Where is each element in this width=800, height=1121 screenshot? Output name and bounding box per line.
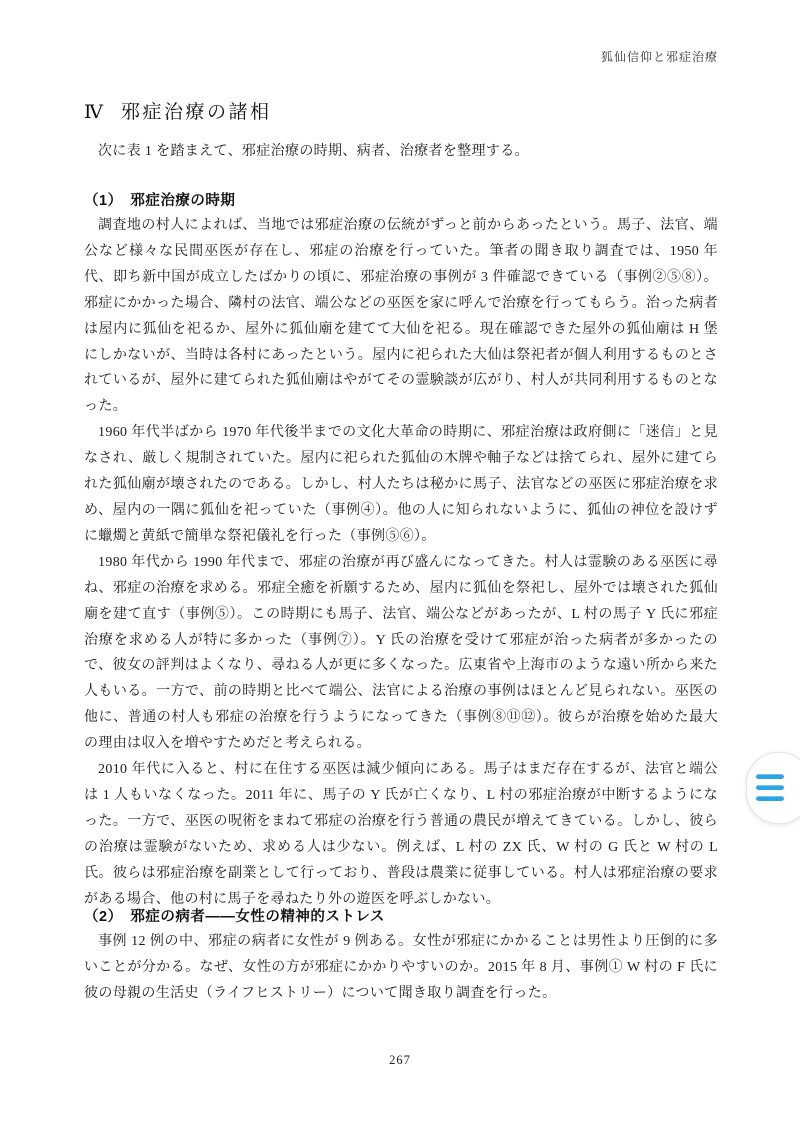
menu-button[interactable] [746, 752, 800, 824]
section-1-body [84, 213, 718, 912]
intro-paragraph: 次に表 1 を踏まえて、邪症治療の時期、病者、治療者を整理する。 [98, 144, 529, 159]
hamburger-icon [756, 774, 784, 801]
section-heading-1: （1） 邪症治療の時期 [84, 193, 236, 209]
page-number: 267 [389, 1053, 411, 1067]
hamburger-bar [756, 774, 784, 779]
hamburger-bar [756, 796, 784, 801]
paragraph: 2010 年代に入ると、村に在住する巫医は減少傾向にある。馬子はまだ存在するが、法官と端公は 1 人もいなくなった。2011 年に、馬子の Y 氏が亡くなり、L 村の邪症治療が中断するようになった。一方で、巫医の呪術をまねて邪症の治療を行う普通の農民が増えてきている。しかし、彼らの治療は霊験がないため、求める人は少ない。例えば、L 村の ZX 氏、W 村の G 氏と W 村の L 氏。彼らは邪症治療を副業として行っており、普段は農業に従事している。村人は邪症治療の要求がある場合、他の村に馬子を尋ねたり外の遊医を呼ぶしかない。 [84, 762, 718, 907]
section-2-body [84, 929, 718, 1007]
paragraph: 1960 年代半ばから 1970 年代後半までの文化大革命の時期に、邪症治療は政府側に「迷信」と見なされ、厳しく規制されていた。屋内に祀られた狐仙の木牌や軸子などは捨てられ、屋外に建てられた狐仙廟が壊されたのである。しかし、村人たちは秘かに馬子、法官などの巫医に邪症治療を求め、屋内の一隅に狐仙を祀っていた（事例④）。他の人に知られないように、狐仙の神位を設けずに蠟燭と黄紙で簡単な祭祀儀礼を行った（事例⑤⑥）。 [84, 425, 718, 544]
chapter-title [84, 97, 718, 124]
paragraph: 事例 12 例の中、邪症の病者に女性が 9 例ある。女性が邪症にかかることは男性より圧倒的に多いことが分かる。なぜ、女性の方が邪症にかかりやすいのか。2015 年 8 月、事例① W 村の F 氏に彼の母親の生活史（ライフヒストリー）について聞き取り調査を行った。 [84, 934, 718, 1001]
section-heading-2: （2） 邪症の病者——女性の精神的ストレス [84, 909, 385, 925]
chapter-number: Ⅳ [84, 102, 103, 123]
paragraph: 1980 年代から 1990 年代まで、邪症の治療が再び盛んになってきた。村人は霊験のある巫医に尋ね、邪症の治療を求める。邪症全癒を祈願するため、屋内に狐仙を祭祀し、屋外では壊された狐仙廟を建て直す（事例⑤）。この時期にも馬子、法官、端公などがあったが、L 村の馬子 Y 氏に邪症治療を求める人が特に多かった（事例⑦）。Y 氏の治療を受けて邪症が治った病者が多かったので、彼女の評判はよくなり、尋ねる人が更に多くなった。広東省や上海市のような遠い所から来た人もいる。一方で、前の時期と比べて端公、法官による治療の事例はほとんど見られない。巫医の他に、普通の村人も邪症の治療を行うようになってきた（事例⑧⑪⑫）。彼らが治療を始めた最大の理由は収入を増やすためだと考えられる。 [84, 554, 718, 752]
paragraph: 調査地の村人によれば、当地では邪症治療の伝統がずっと前からあったという。馬子、法官、端公など様々な民間巫医が存在し、邪症の治療を行っていた。筆者の聞き取り調査では、1950 年代、即ち新中国が成立したばかりの頃に、邪症治療の事例が 3 件確認できている（事例②⑤⑧）。邪症にかかった場合、隣村の法官、端公などの巫医を家に呼んで治療を行ってもらう。治った病者は屋内に狐仙を祀るか、屋外に狐仙廟を建てて大仙を祀る。現在確認できた屋外の狐仙廟は H 堡にしかないが、当時は各村にあったという。屋内に祀られた大仙は祭祀者が個人利用するものとされているが、屋外に建てられた狐仙廟はやがてその霊験談が広がり、村人が共同利用するものとなった。 [84, 218, 718, 415]
running-header: 狐仙信仰と邪症治療 [600, 50, 718, 64]
hamburger-bar [756, 785, 784, 790]
chapter-title-text: 邪症治療の諸相 [120, 102, 272, 123]
